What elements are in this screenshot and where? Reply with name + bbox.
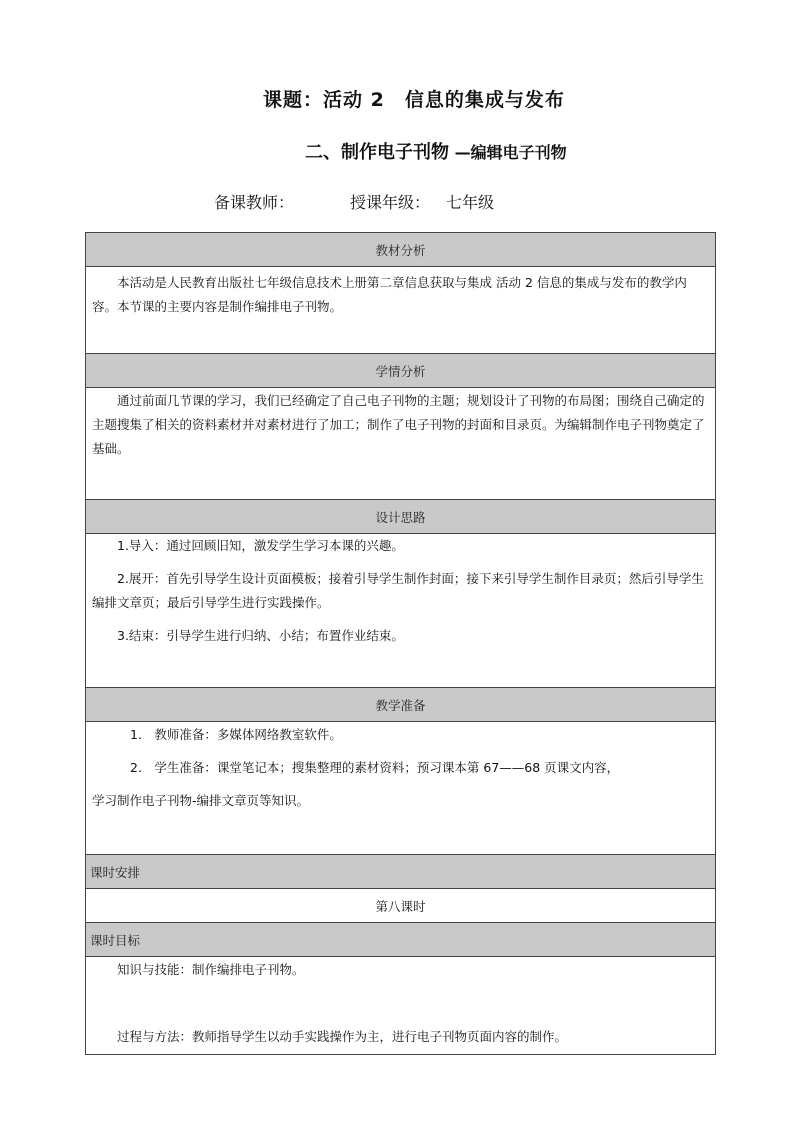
textbook-text: 本活动是人民教育出版社七年级信息技术上册第二章信息获取与集成 活动 2 信息的集成与发布的教学内容。本节课的主要内容是制作编排电子刊物。 bbox=[92, 275, 687, 314]
document-title: 课题：活动 2 信息的集成与发布 bbox=[263, 89, 565, 111]
grade-label: 授课年级： bbox=[350, 193, 431, 212]
meta-line bbox=[214, 190, 494, 213]
document-subtitle bbox=[305, 138, 567, 164]
prep-item: 2. 学生准备：课堂笔记本；搜集整理的素材资料；预习课本第 67——68 页课文内容， bbox=[130, 760, 620, 775]
students-text: 通过前面几节课的学习，我们已经确定了自己电子刊物的主题；规划设计了刊物的布局图；围绕自己确定的主题搜集了相关的资料素材并对素材进行了加工；制作了电子刊物的封面和目录页。为编辑制作电子刊物奠定了基础。 bbox=[92, 393, 705, 456]
goal-item: 知识与技能：制作编排电子刊物。 bbox=[117, 962, 305, 977]
section-body-textbook bbox=[86, 267, 716, 354]
section-header-students: 学情分析 bbox=[86, 354, 716, 388]
grade-value: 七年级 bbox=[446, 193, 495, 212]
goal-item: 过程与方法：教师指导学生以动手实践操作为主，进行电子刊物页面内容的制作。 bbox=[117, 1029, 568, 1044]
section-header-design: 设计思路 bbox=[86, 500, 716, 534]
design-item: 1.导入：通过回顾旧知，激发学生学习本课的兴趣。 bbox=[117, 538, 404, 553]
section-body-prep bbox=[86, 722, 716, 855]
teacher-label: 备课教师： bbox=[214, 193, 295, 212]
section-header-schedule: 课时安排 bbox=[86, 855, 716, 889]
section-body-design bbox=[86, 534, 716, 688]
subtitle-sub: —编辑电子刊物 bbox=[449, 143, 567, 162]
section-header-goals: 课时目标 bbox=[86, 923, 716, 957]
section-body-students bbox=[86, 388, 716, 500]
section-header-textbook: 教材分析 bbox=[86, 233, 716, 267]
lesson-plan-table bbox=[85, 232, 716, 1055]
section-header-prep: 教学准备 bbox=[86, 688, 716, 722]
schedule-value: 第八课时 bbox=[86, 889, 716, 923]
design-item: 2.展开：首先引导学生设计页面模板；接着引导学生制作封面；接下来引导学生制作目录页；然后引导学生编排文章页；最后引导学生进行实践操作。 bbox=[92, 571, 704, 610]
design-item: 3.结束：引导学生进行归纳、小结；布置作业结束。 bbox=[117, 628, 404, 643]
section-body-goals bbox=[86, 957, 716, 1055]
prep-item: 1. 教师准备：多媒体网络教室软件。 bbox=[130, 727, 342, 742]
subtitle-main: 二、制作电子刊物 bbox=[305, 142, 449, 163]
prep-continuation: 学习制作电子刊物-编排文章页等知识。 bbox=[92, 793, 310, 808]
